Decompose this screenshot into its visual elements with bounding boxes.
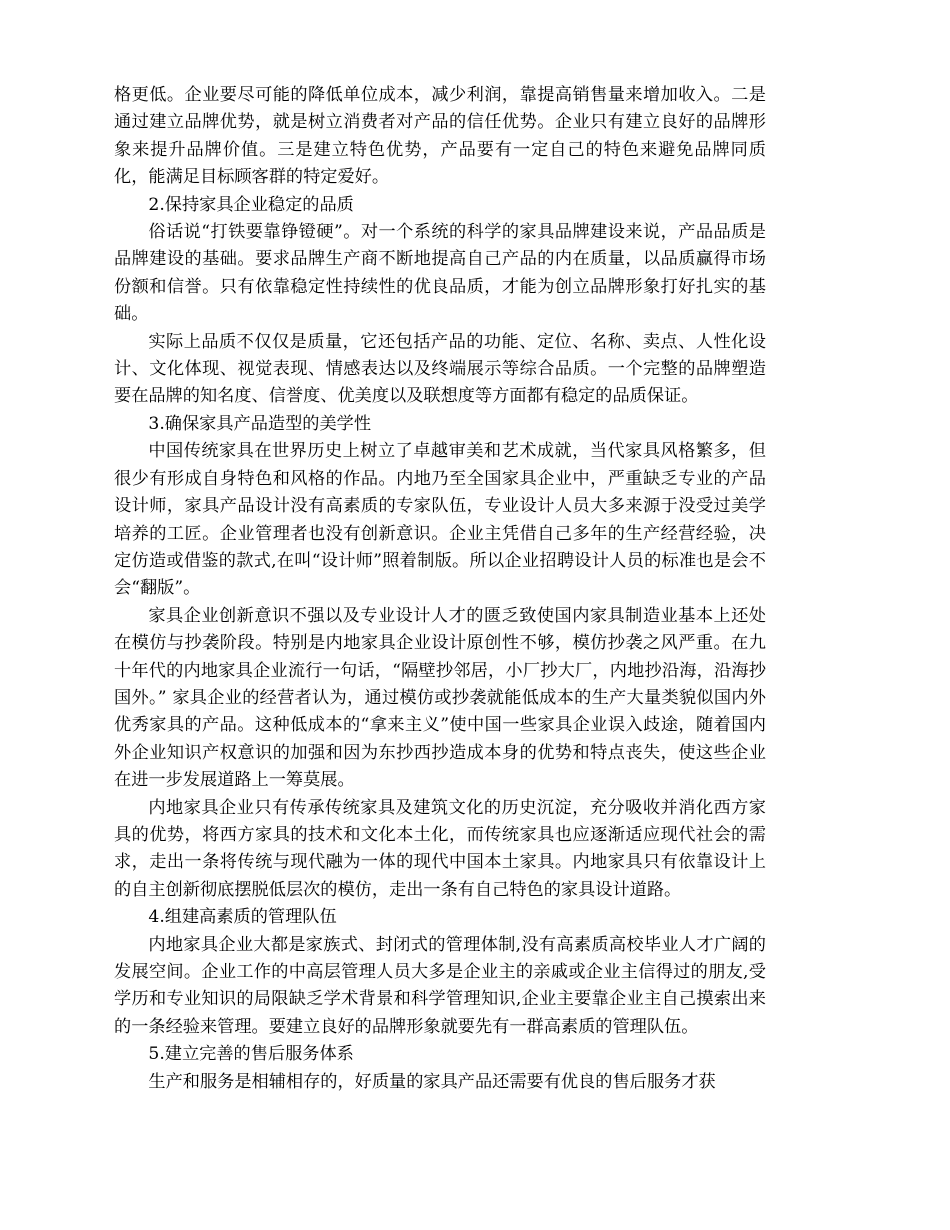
paragraph-cost-and-advantages: 格更低。企业要尽可能的降低单位成本，减少利润，靠提高销售量来增加收入。二是通过建立品牌优势，就是树立消费者对产品的信任优势。企业只有建立良好的品牌形象来提升品牌价值。三是建立特色优势，产品要有一定自己的特色来避免品牌同质化，能满足目标顾客群的特定爱好。 — [114, 85, 766, 188]
heading-aesthetic-design: 3.确保家具产品造型的美学性 — [148, 413, 372, 434]
document-page — [114, 82, 766, 1096]
heading-management-team: 4.组建高素质的管理队伍 — [148, 907, 337, 928]
paragraph-family-management: 内地家具企业大都是家族式、封闭式的管理体制,没有高素质高校毕业人才广阔的发展空间。企业工作的中高层管理人员大多是企业主的亲戚或企业主信得过的朋友,受学历和专业知识的局限缺乏学术背景和科学管理知识,企业主要靠企业主自己摸索出来的一条经验来管理。要建立良好的品牌形象就要先有一群高素质的管理队伍。 — [114, 934, 766, 1037]
paragraph-quality-foundation: 俗话说“打铁要靠铮镫硬”。对一个系统的科学的家具品牌建设来说，产品品质是品牌建设的基础。要求品牌生产商不断地提高自己产品的内在质量，以品质赢得市场份额和信誉。只有依靠稳定性持续性的优良品质，才能为创立品牌形象打好扎实的基础。 — [114, 222, 766, 325]
paragraph-comprehensive-quality: 实际上品质不仅仅是质量，它还包括产品的功能、定位、名称、卖点、人性化设计、文化体现、视觉表现、情感表达以及终端展示等综合品质。一个完整的品牌塑造要在品牌的知名度、信誉度、优美度以及联想度等方面都有稳定的品质保证。 — [114, 331, 766, 407]
paragraph-service: 生产和服务是相辅相存的，好质量的家具产品还需要有优良的售后服务才获 — [148, 1071, 716, 1092]
heading-stable-quality: 2.保持家具企业稳定的品质 — [148, 194, 354, 215]
paragraph-imitation: 家具企业创新意识不强以及专业设计人才的匮乏致使国内家具制造业基本上还处在模仿与抄袭阶段。特别是内地家具企业设计原创性不够，模仿抄袭之风严重。在九十年代的内地家具企业流行一句话，“隔壁抄邻居，小厂抄大厂，内地抄沿海，沿海抄国外。” 家具企业的经营者认为，通过模仿或抄袭就能低成本的生产大量类貌似国内外优秀家具的产品。这种低成本的“拿来主义”使中国一些家具企业误入歧途，随着国内外企业知识产权意识的加强和因为东抄西抄造成本身的优势和特点丧失，使这些企业在进一步发展道路上一筹莫展。 — [114, 605, 766, 791]
paragraph-tradition-innovation: 内地家具企业只有传承传统家具及建筑文化的历史沉淀，充分吸收并消化西方家具的优势，将西方家具的技术和文化本土化，而传统家具也应逐渐适应现代社会的需求，走出一条将传统与现代融为一体的现代中国本土家具。内地家具只有依靠设计上的自主创新彻底摆脱低层次的模仿，走出一条有自己特色的家具设计道路。 — [114, 797, 766, 900]
heading-after-sales-service: 5.建立完善的售后服务体系 — [148, 1044, 354, 1065]
paragraph-lack-of-designers: 中国传统家具在世界历史上树立了卓越审美和艺术成就，当代家具风格繁多，但很少有形成自身特色和风格的作品。内地乃至全国家具企业中，严重缺乏专业的产品设计师，家具产品设计没有高素质的专家队伍，专业设计人员大多来源于没受过美学培养的工匠。企业管理者也没有创新意识。企业主凭借自己多年的生产经营经验，决定仿造或借鉴的款式,在叫“设计师”照着制版。所以企业招聘设计人员的标准也是会不会“翻版”。 — [114, 441, 766, 599]
